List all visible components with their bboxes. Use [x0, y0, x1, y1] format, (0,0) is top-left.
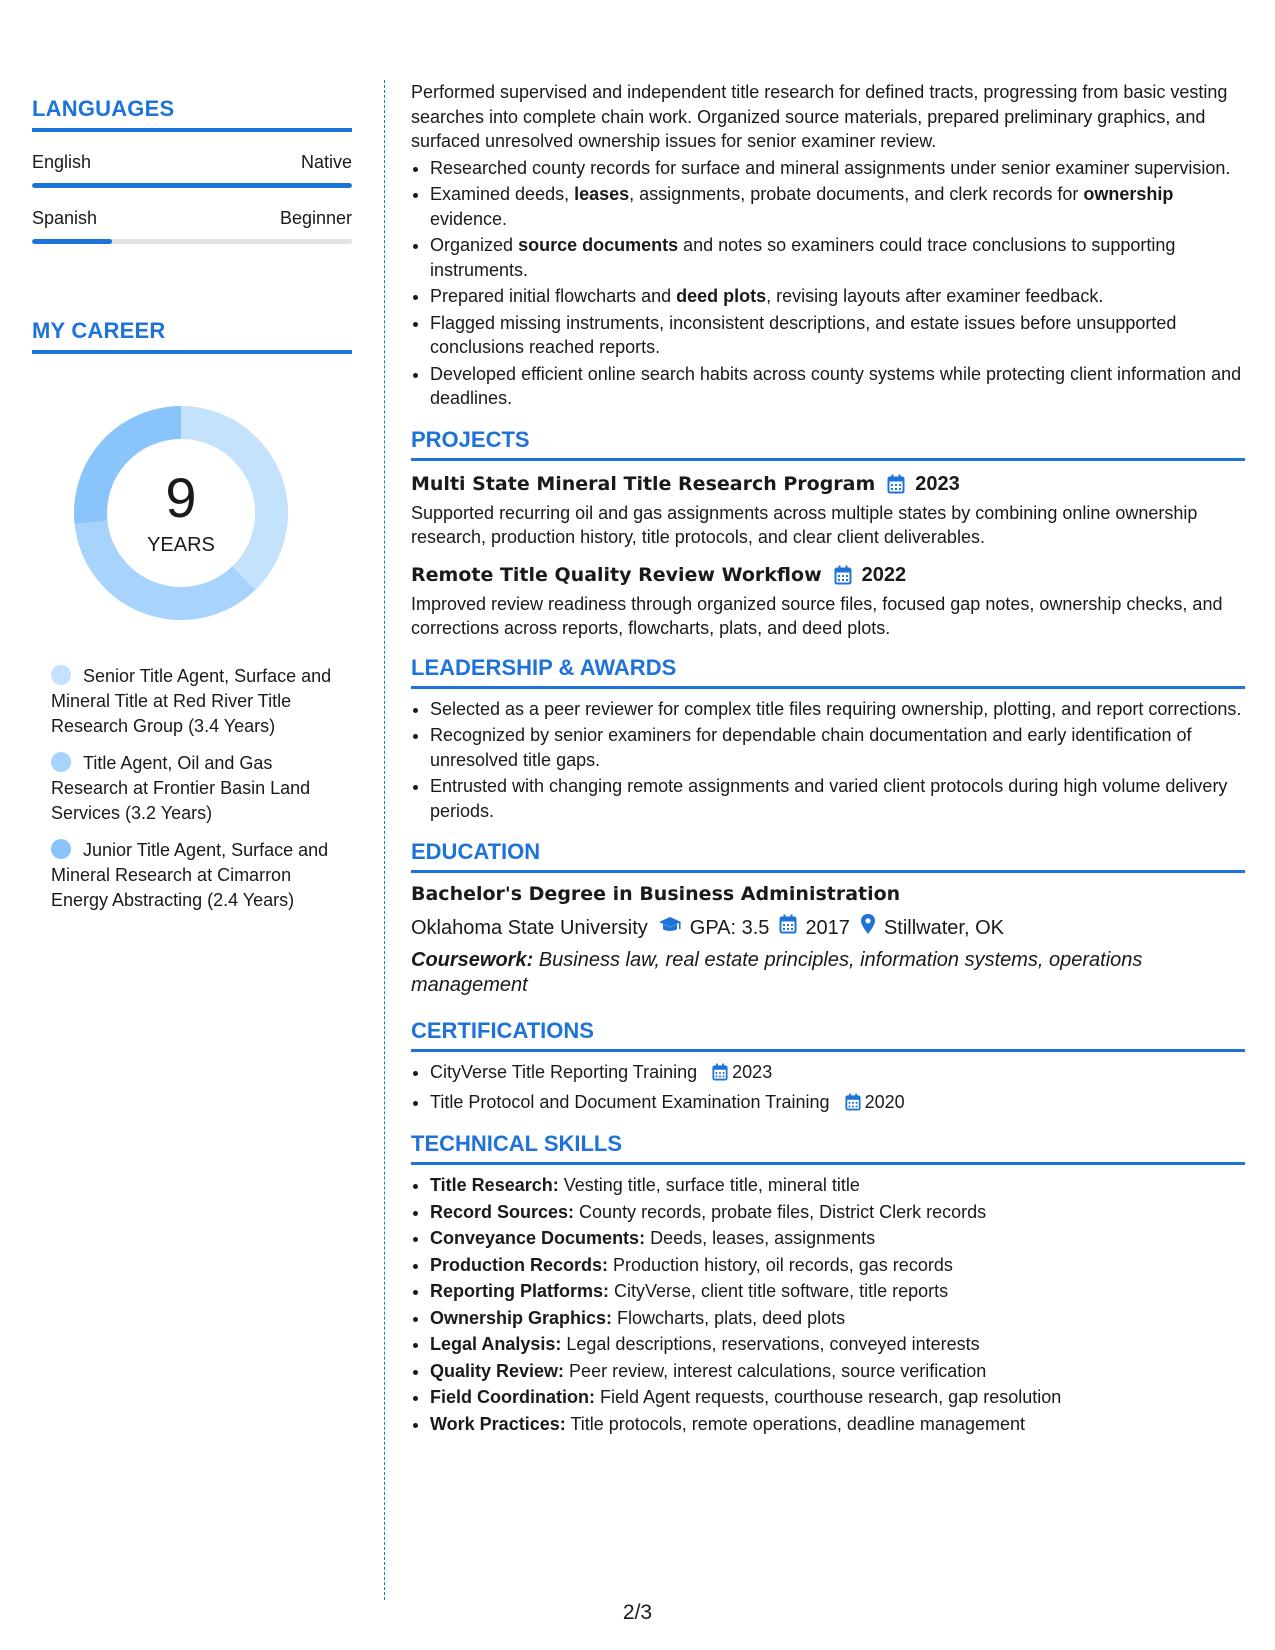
- career-total-number: 9: [165, 466, 197, 529]
- project-item: [411, 562, 1245, 641]
- leadership-item: • Entrusted with changing remote assignments and varied client protocols during high volume delivery periods.: [430, 774, 1245, 823]
- career-total-unit: YEARS: [147, 534, 215, 556]
- experience-bullet: [430, 362, 1245, 411]
- language-item: [32, 152, 352, 188]
- calendar-icon: [834, 565, 852, 585]
- skill-values: Production history, oil records, gas records: [608, 1254, 953, 1275]
- experience-bullet: [430, 311, 1245, 360]
- skill-item: [430, 1306, 1245, 1331]
- bullet-text: Flagged missing instruments, inconsistent descriptions, and estate issues before unsupported conclusions reached reports.: [430, 312, 1177, 357]
- skill-item: [430, 1412, 1245, 1437]
- languages-heading: LANGUAGES: [32, 96, 352, 132]
- bullet-text: Developed efficient online search habits across county systems while protecting client information and deadlines.: [430, 363, 1242, 408]
- career-role-label: Title Agent, Oil and Gas Research at Frontier Basin Land Services (3.2 Years): [51, 753, 311, 823]
- graduation-year: 2017: [805, 916, 850, 939]
- certifications-list: [411, 1060, 1245, 1117]
- experience-bullet: [430, 233, 1245, 282]
- bullet-text: Examined deeds,: [430, 184, 575, 204]
- school-location: Stillwater, OK: [883, 916, 1004, 939]
- career-legend-item: [51, 664, 352, 739]
- bullet-text: , assignments, probate documents, and clerk records for: [629, 184, 1084, 204]
- skill-values: Title protocols, remote operations, deadline management: [565, 1413, 1025, 1434]
- experience-bullet: [430, 284, 1245, 309]
- skill-category: Quality Review:: [430, 1360, 565, 1381]
- education-heading: EDUCATION: [411, 839, 1245, 873]
- skills-list: [411, 1173, 1245, 1436]
- certification-name: CityVerse Title Reporting Training: [430, 1062, 698, 1082]
- skill-category: Field Coordination:: [430, 1387, 595, 1407]
- career-legend-dot: [51, 752, 71, 772]
- coursework-text: Business law, real estate principles, information systems, operations management: [411, 949, 1143, 996]
- project-description: Improved review readiness through organized source files, focused gap notes, ownership checks, and corrections across reports, flowcharts, plats, and deed plots.: [411, 593, 1223, 638]
- leadership-item: • Recognized by senior examiners for dependable chain documentation and early identification of unresolved title gaps.: [430, 723, 1245, 772]
- certification-name: Title Protocol and Document Examination Training: [430, 1091, 830, 1112]
- certification-year: 2020: [864, 1091, 905, 1112]
- bullet-text: Organized: [430, 235, 519, 255]
- certification-year: 2023: [732, 1062, 773, 1082]
- bold-keyword: deed plots: [676, 286, 767, 306]
- experience-bullet: [430, 182, 1245, 231]
- skill-values: Flowcharts, plats, deed plots: [612, 1307, 846, 1328]
- calendar-icon: [887, 474, 905, 494]
- career-legend: [32, 664, 352, 913]
- career-donut-chart: [66, 398, 296, 628]
- bullet-text: and notes so examiners could trace conclusions to supporting instruments.: [430, 235, 1176, 280]
- language-level: Native: [300, 152, 352, 172]
- technical-skills-heading: TECHNICAL SKILLS: [411, 1131, 1245, 1165]
- language-proficiency-fill: [32, 239, 112, 244]
- project-title: Multi State Mineral Title Research Program: [411, 472, 876, 495]
- skill-category: Record Sources:: [430, 1201, 575, 1222]
- bullet-text: , revising layouts after examiner feedback.: [766, 286, 1104, 306]
- calendar-icon: [712, 1063, 728, 1088]
- certifications-heading: CERTIFICATIONS: [411, 1018, 1245, 1052]
- language-proficiency-bar: [32, 183, 352, 188]
- skill-category: Work Practices:: [430, 1413, 566, 1434]
- skill-values: Vesting title, surface title, mineral title: [558, 1175, 860, 1195]
- bullet-text: Prepared initial flowcharts and: [430, 286, 677, 306]
- skill-values: Legal descriptions, reservations, conveyed interests: [561, 1334, 980, 1354]
- leadership-item: • Selected as a peer reviewer for complex title files requiring ownership, plotting, and report corrections.: [430, 697, 1245, 722]
- skill-values: CityVerse, client title software, title reports: [609, 1281, 949, 1301]
- sidebar: [32, 96, 352, 925]
- skill-values: Deeds, leases, assignments: [645, 1228, 876, 1248]
- skill-category: Reporting Platforms:: [430, 1281, 610, 1301]
- skill-item: [430, 1359, 1245, 1384]
- project-year: 2023: [915, 472, 960, 495]
- skill-category: Conveyance Documents:: [430, 1228, 646, 1248]
- column-divider: [384, 80, 385, 1600]
- skill-item: [430, 1253, 1245, 1278]
- career-legend-dot: [51, 839, 71, 859]
- career-legend-item: [51, 838, 352, 913]
- leadership-heading: LEADERSHIP & AWARDS: [411, 655, 1245, 689]
- education-details: [411, 913, 1245, 942]
- language-proficiency-fill: [32, 183, 352, 188]
- certification-item: [430, 1090, 1245, 1118]
- school-name: Oklahoma State University: [411, 916, 648, 939]
- main-content: [411, 80, 1245, 1438]
- skill-item: [430, 1279, 1245, 1304]
- skill-values: Peer review, interest calculations, source verification: [564, 1360, 987, 1381]
- skill-values: County records, probate files, District Clerk records: [574, 1201, 987, 1222]
- project-title: Remote Title Quality Review Workflow: [411, 563, 822, 586]
- calendar-icon: [779, 914, 797, 941]
- certification-item: [430, 1060, 1245, 1088]
- skill-item: [430, 1385, 1245, 1410]
- skill-item: [430, 1173, 1245, 1198]
- language-name: Spanish: [32, 208, 98, 228]
- skill-category: Title Research:: [430, 1175, 559, 1195]
- projects-heading: PROJECTS: [411, 427, 1245, 461]
- career-legend-dot: [51, 665, 71, 685]
- language-name: English: [32, 152, 92, 172]
- page-number: 2/3: [622, 1601, 653, 1624]
- language-level: Beginner: [279, 208, 352, 228]
- career-heading: MY CAREER: [32, 318, 352, 354]
- gpa: GPA: 3.5: [689, 916, 770, 939]
- language-proficiency-bar: [32, 239, 352, 244]
- skill-category: Legal Analysis:: [430, 1334, 562, 1354]
- project-year: 2022: [861, 563, 907, 586]
- coursework-label: Coursework:: [411, 949, 534, 971]
- skill-item: [430, 1226, 1245, 1251]
- skill-category: Production Records:: [430, 1254, 609, 1275]
- graduation-cap-icon: [658, 915, 682, 941]
- skill-values: Field Agent requests, courthouse research, gap resolution: [594, 1387, 1062, 1407]
- bold-keyword: leases: [574, 184, 630, 204]
- skill-item: [430, 1332, 1245, 1357]
- career-role-label: Senior Title Agent, Surface and Mineral Title at Red River Title Research Group (3.4 Years): [51, 666, 332, 736]
- calendar-icon: [845, 1093, 861, 1118]
- language-item: [32, 208, 352, 244]
- bold-keyword: source documents: [518, 235, 679, 255]
- career-role-label: Junior Title Agent, Surface and Mineral Research at Cimarron Energy Abstracting (2.4 Years): [51, 840, 329, 910]
- project-item: [411, 471, 1245, 550]
- skill-item: [430, 1200, 1245, 1225]
- bullet-text: evidence.: [430, 208, 508, 229]
- career-legend-item: [51, 751, 352, 826]
- coursework: [411, 948, 1245, 998]
- skill-category: Ownership Graphics:: [430, 1307, 613, 1328]
- bold-keyword: ownership: [1083, 184, 1174, 204]
- experience-bullets: [411, 156, 1245, 411]
- bullet-text: Researched county records for surface and mineral assignments under senior examiner supervision.: [430, 157, 1231, 178]
- experience-summary: Performed supervised and independent title research for defined tracts, progressing from basic vesting searches into complete chain work. Organized source materials, prepared preliminary graphics, and surfaced unresolved ownership issues for senior examiner review.: [411, 82, 1228, 151]
- leadership-list: [411, 697, 1245, 824]
- degree-title: Bachelor's Degree in Business Administration: [411, 883, 901, 905]
- location-pin-icon: [860, 913, 876, 942]
- project-description: Supported recurring oil and gas assignments across multiple states by combining online ownership research, production history, title protocols, and clear client deliverables.: [411, 502, 1198, 547]
- experience-bullet: [430, 156, 1245, 181]
